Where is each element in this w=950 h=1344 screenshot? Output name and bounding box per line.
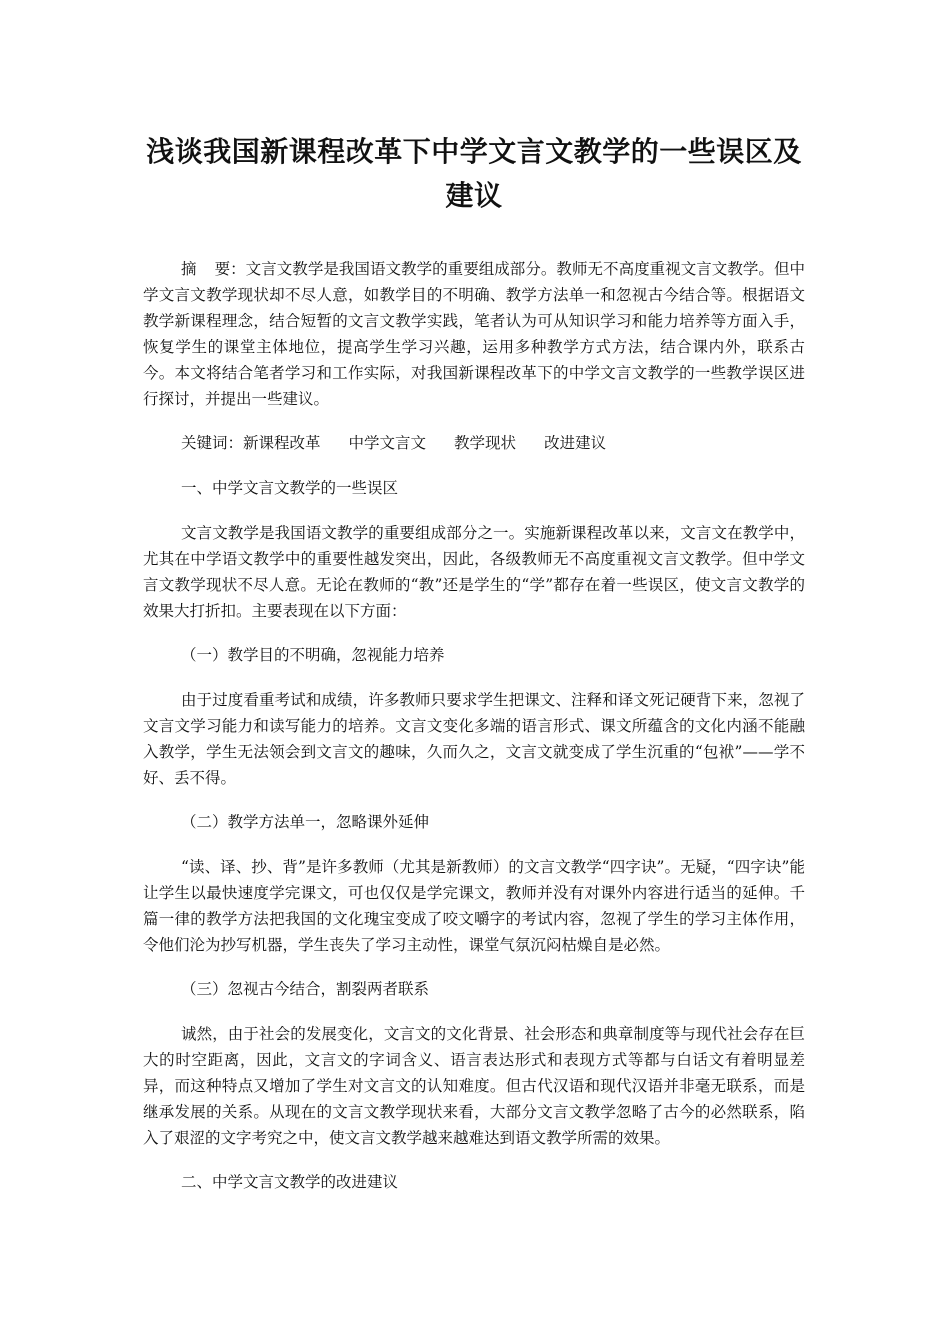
section-1-intro: 文言文教学是我国语文教学的重要组成部分之一。实施新课程改革以来，文言文在教学中，尤其在中学语文教学中的重要性越发突出，因此，各级教师无不高度重视文言文教学。但中学文言文教学现状不尽人意。无论在教师的“教”还是学生的“学”都存在着一些误区，使文言文教学的效果大打折扣。主要表现在以下方面： bbox=[143, 524, 805, 620]
abstract-text: 文言文教学是我国语文教学的重要组成部分。教师无不高度重视文言文教学。但中学文言文教学现状却不尽人意，如教学目的不明确、教学方法单一和忽视古今结合等。根据语文教学新课程理念，结合短暂的文言文教学实践，笔者认为可从知识学习和能力培养等方面入手，恢复学生的课堂主体地位，提高学生学习兴趣，运用多种教学方式方法，结合课内外，联系古今。本文将结合笔者学习和工作实际，对我国新课程改革下的中学文言文教学的一些教学误区进行探讨，并提出一些建议。 bbox=[143, 260, 805, 408]
keywords-label: 关键词： bbox=[181, 434, 244, 452]
title-line-1: 浅谈我国新课程改革下中学文言文教学的一些误区及 bbox=[146, 135, 802, 168]
abstract-label-b: 要： bbox=[214, 260, 246, 278]
section-1-heading: 一、中学文言文教学的一些误区 bbox=[181, 479, 399, 497]
subsection-1-text: 由于过度看重考试和成绩，许多教师只要求学生把课文、注释和译文死记硬背下来，忽视了文言文学习能力和读写能力的培养。文言文变化多端的语言形式、课文所蕴含的文化内涵不能融入教学，学生无法领会到文言文的趣味，久而久之，文言文就变成了学生沉重的“包袱”——学不好、丢不得。 bbox=[143, 691, 805, 787]
keyword-item: 新课程改革 bbox=[243, 434, 321, 452]
keyword-item: 教学现状 bbox=[454, 434, 517, 452]
abstract-label-a: 摘 bbox=[181, 260, 197, 278]
subsection-3-text: 诚然，由于社会的发展变化，文言文的文化背景、社会形态和典章制度等与现代社会存在巨大的时空距离，因此，文言文的字词含义、语言表达形式和表现方式等都与白话文有着明显差异，而这种特点又增加了学生对文言文的认知难度。但古代汉语和现代汉语并非毫无联系，而是继承发展的关系。从现在的文言文教学现状来看，大部分文言文教学忽略了古今的必然联系，陷入了艰涩的文字考究之中，使文言文教学越来越难达到语文教学所需的效果。 bbox=[143, 1025, 805, 1147]
title-line-2: 建议 bbox=[445, 179, 503, 212]
keyword-item: 改进建议 bbox=[544, 434, 607, 452]
document-page bbox=[143, 130, 805, 1214]
keywords-line bbox=[143, 430, 805, 456]
subsection-1-heading: （一）教学目的不明确，忽视能力培养 bbox=[181, 646, 445, 664]
abstract-paragraph bbox=[143, 256, 805, 412]
title-spacer bbox=[143, 218, 805, 256]
keyword-item: 中学文言文 bbox=[348, 434, 427, 452]
subsection-2-heading: （二）教学方法单一，忽略课外延伸 bbox=[181, 813, 430, 831]
subsection-2-text: “读、译、抄、背”是许多教师（尤其是新教师）的文言文教学“四字诀”。无疑，“四字诀”能让学生以最快速度学完课文，可也仅仅是学完课文，教师并没有对课外内容进行适当的延伸。千篇一律的教学方法把我国的文化瑰宝变成了咬文嚼字的考试内容，忽视了学生的学习主体作用，令他们沦为抄写机器，学生丧失了学习主动性，课堂气氛沉闷枯燥自是必然。 bbox=[143, 858, 805, 954]
section-2-heading: 二、中学文言文教学的改进建议 bbox=[181, 1173, 399, 1191]
document-title bbox=[143, 130, 805, 218]
subsection-3-heading: （三）忽视古今结合，割裂两者联系 bbox=[181, 980, 430, 998]
